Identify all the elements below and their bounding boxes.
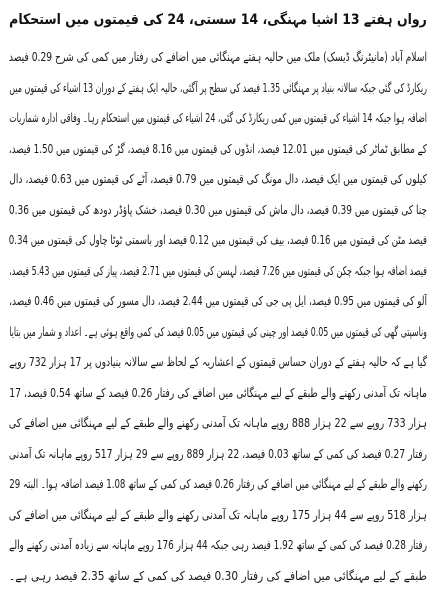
article-body-line: وناسپتی گھی کی قیمتوں میں 0.05 فیصد اور چینی کی قیمتوں میں 0.05 فیصد کی کمی واقع ہوئی ہے۔ اعداد و شمار میں بتایا <box>9 317 427 348</box>
article-body-line: رفتار 0.27 فیصد کی کمی کے ساتھ 0.03 فیصد، 22 ہزار 889 روپے سے 29 ہزار 517 روپے ماہانہ تک آمدنی <box>9 439 427 470</box>
article-body-line: اسلام آباد (مانیٹرنگ ڈیسک) ملک میں حالیہ ہفتے مہنگائی میں اضافے کی رفتار میں کمی کی شرح 0.29 فیصد <box>9 42 427 73</box>
article-body-line: ماہانہ تک آمدنی رکھنے والے طبقے کے لیے مہنگائی میں اضافے کی رفتار 0.26 فیصد کے ساتھ 0.54 فیصد، 17 <box>9 378 427 409</box>
article-body-line: ہزار 518 روپے سے 44 ہزار 175 روپے ماہانہ تک آمدنی رکھنے والے طبقے کے لیے مہنگائی میں اضافے کی <box>9 500 427 531</box>
article-body-line: کے مطابق ٹماٹر کی قیمتوں میں 12.01 فیصد، انڈوں کی قیمتوں میں 8.16 فیصد، گڑ کی قیمتوں میں 1.50 فیصد، <box>9 134 427 165</box>
article-body-line: چنا کی قیمتوں میں 0.39 فیصد، دال ماش کی قیمتوں میں 0.30 فیصد، خشک پاؤڈر دودھ کی قیمتوں میں 0.36 <box>9 195 427 226</box>
article-body-line: کیلوں کی قیمتوں میں ایک فیصد، دال مونگ کی قیمتوں میں 0.79 فیصد، آٹے کی قیمتوں میں 0.63 فیصد، دال <box>9 164 427 195</box>
article-body-line: رکھنے والے طبقے کے لیے مہنگائی میں اضافے کی رفتار 0.26 فیصد کی کمی کے ساتھ 1.08 فیصد اضافہ ہوا۔ البتہ 29 <box>9 469 427 500</box>
article-body-line: فیصد مٹن کی قیمتوں میں 0.16 فیصد، بیف کی قیمتوں میں 0.12 فیصد اور باسمتی ٹوٹا چاول کی قیمتوں میں 0.34 <box>9 225 427 256</box>
article-body-line: آلو کی قیمتوں میں 0.95 فیصد، ایل پی جی کی قیمتوں میں 2.44 فیصد، دال مسور کی قیمتوں میں 0.46 فیصد، <box>9 286 427 317</box>
article-body-line: طبقے کے لیے مہنگائی میں اضافے کی رفتار 0.30 فیصد کی کمی کے ساتھ 2.35 فیصد رہی ہے۔ <box>9 561 427 591</box>
article-body-line: گیا ہے کہ حالیہ ہفتے کے دوران حساس قیمتوں کے اعشاریہ کے لحاظ سے سالانہ بنیادوں پر 17 ہزار 732 روپے <box>9 347 427 378</box>
article-body-line: اضافہ ہوا جبکہ 14 اشیاء کی قیمتوں میں کمی ریکارڈ کی گئی، 24 اشیاء کی قیمتوں میں استحکام رہا۔ وفاقی ادارہ شماریات <box>9 103 427 134</box>
article-body-line: ریکارڈ کی گئی جبکہ سالانہ بنیاد پر مہنگائی 1.35 فیصد کی سطح پر آگئی، حالیہ ایک ہفتے کے دوران 13 اشیاء کی قیمتوں میں <box>9 73 427 104</box>
article-body-line: رفتار 0.28 فیصد کی کمی کے ساتھ 1.92 فیصد رہی جبکہ 44 ہزار 176 روپے ماہانہ سے زیادہ آمدنی رکھنے والے <box>9 530 427 561</box>
article-body-line: فیصد اضافہ ہوا جبکہ چکن کی قیمتوں میں 7.26 فیصد، لہسن کی قیمتوں میں 2.71 فیصد، پیاز کی قیمتوں میں 5.43 فیصد، <box>9 256 427 287</box>
article-body-line: ہزار 733 روپے سے 22 ہزار 888 روپے ماہانہ تک آمدنی رکھنے والے طبقے کے لیے مہنگائی میں اضافے کی <box>9 408 427 439</box>
article-headline: رواں ہفتے 13 اشیا مہنگی، 14 سستی، 24 کی قیمتوں میں استحکام <box>9 8 427 32</box>
article-body <box>9 42 427 591</box>
